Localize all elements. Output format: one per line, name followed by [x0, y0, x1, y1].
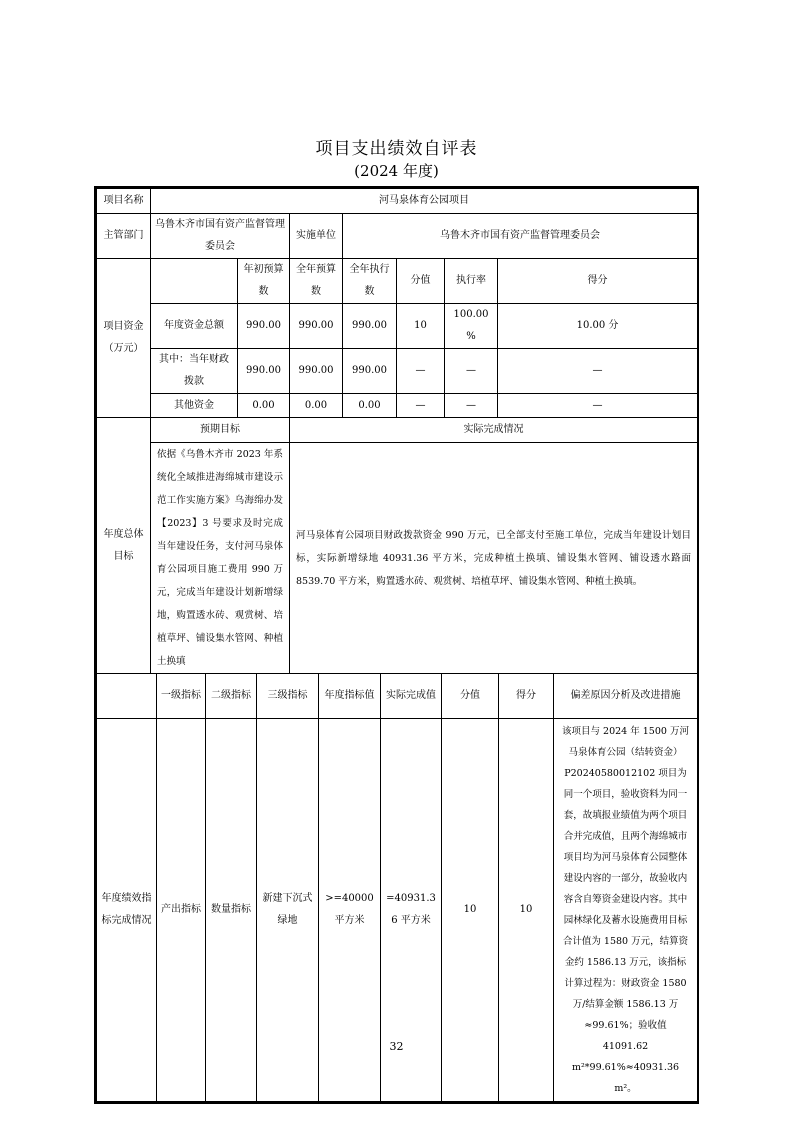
indicators-row-label: 年度绩效指标完成情况 [97, 719, 157, 1102]
funds-total-rate: 100.00% [445, 304, 498, 349]
funds-fiscal-executed: 990.00 [343, 349, 397, 394]
funds-row-total [97, 304, 698, 349]
funds-fiscal-rate: — [445, 349, 498, 394]
indicator-header-deviation: 偏差原因分析及改进措施 [554, 674, 698, 719]
funds-row-other [97, 394, 698, 418]
annual-goal-row-label: 年度总体目标 [97, 418, 151, 674]
indicator-level3-value: 新建下沉式绿地 [257, 719, 319, 1102]
supervisor-dept-label: 主管部门 [97, 214, 151, 259]
indicator-level1-value: 产出指标 [157, 719, 206, 1102]
expected-goal-text: 依据《乌鲁木齐市 2023 年系统化全域推进海绵城市建设示范工作实施方案》乌海绵办发【2023】3 号要求及时完成当年建设任务，支付河马泉体育公园项目施工费用 990 万元，完成当年建设计划新增绿地，购置透水砖、观赏树、培植草坪、铺设集水管网、种植土换填 [151, 443, 290, 674]
funds-other-label: 其他资金 [151, 394, 238, 418]
funds-other-initial: 0.00 [238, 394, 290, 418]
funds-header-score: 得分 [498, 259, 698, 304]
implementing-unit-value: 乌鲁木齐市国有资产监督管理委员会 [343, 214, 698, 259]
project-name-value: 河马泉体育公园项目 [151, 189, 698, 214]
funds-header-annual-budget: 全年预算数 [290, 259, 343, 304]
funds-other-score: — [498, 394, 698, 418]
expected-goal-header: 预期目标 [151, 418, 290, 443]
document-title: 项目支出绩效自评表 [315, 139, 478, 159]
indicator-header-actual-value: 实际完成值 [381, 674, 442, 719]
funds-other-executed: 0.00 [343, 394, 397, 418]
indicator-level2-value: 数量指标 [206, 719, 257, 1102]
funds-fiscal-label: 其中：当年财政拨款 [151, 349, 238, 394]
funds-total-initial: 990.00 [238, 304, 290, 349]
funds-row-fiscal [97, 349, 698, 394]
indicator-score: 10 [499, 719, 554, 1102]
funds-total-executed: 990.00 [343, 304, 397, 349]
funds-header-score-value: 分值 [397, 259, 445, 304]
funds-total-score: 10.00 分 [498, 304, 698, 349]
funds-other-score-value: — [397, 394, 445, 418]
funds-fiscal-score-value: — [397, 349, 445, 394]
funds-header-annual-executed: 全年执行数 [343, 259, 397, 304]
indicator-header-annual-target: 年度指标值 [319, 674, 381, 719]
funds-fiscal-initial: 990.00 [238, 349, 290, 394]
funds-total-label: 年度资金总额 [151, 304, 238, 349]
funds-header-initial-budget: 年初预算数 [238, 259, 290, 304]
indicator-header-score: 得分 [499, 674, 554, 719]
supervisor-dept-value: 乌鲁木齐市国有资产监督管理委员会 [151, 214, 290, 259]
indicator-annual-target-value: >=40000 平方米 [319, 719, 381, 1102]
funds-total-score-value: 10 [397, 304, 445, 349]
indicator-header-level2: 二级指标 [206, 674, 257, 719]
document-subtitle: (2024 年度) [354, 162, 439, 180]
page-number: 32 [389, 1040, 404, 1053]
section-funds [96, 258, 698, 418]
funds-other-rate: — [445, 394, 498, 418]
funds-total-annual: 990.00 [290, 304, 343, 349]
self-evaluation-table [94, 186, 699, 1104]
indicator-score-value: 10 [442, 719, 499, 1102]
section-basic-info [96, 188, 698, 259]
indicator-actual-value: =40931.36 平方米 [381, 719, 442, 1102]
funds-header-execution-rate: 执行率 [445, 259, 498, 304]
actual-completion-text: 河马泉体育公园项目财政拨款资金 990 万元，已全部支付至施工单位，完成当年建设计划目标，实际新增绿地 40931.36 平方米，完成种植土换填、铺设集水管网、铺设透水路面 8539.70 平方米，购置透水砖、观赏树、培植草坪、铺设集水管网、种植土换填。 [290, 443, 698, 674]
indicator-header-level3: 三级指标 [257, 674, 319, 719]
indicator-header-level1: 一级指标 [157, 674, 206, 719]
funds-blank-cell [151, 259, 238, 304]
funds-other-annual: 0.00 [290, 394, 343, 418]
section-annual-goal [96, 417, 698, 674]
actual-completion-header: 实际完成情况 [290, 418, 698, 443]
implementing-unit-label: 实施单位 [290, 214, 343, 259]
funds-row-label: 项目资金（万元） [97, 259, 151, 418]
indicators-blank-cell [97, 674, 157, 719]
section-indicators [96, 673, 698, 1102]
indicator-deviation-text: 该项目与 2024 年 1500 万河马泉体育公园（结转资金）P20240580012102 项目为同一个项目，验收资料为同一套，故填报业绩值为两个项目合并完成值，且两个海绵城市项目均为河马泉体育公园整体建设内容的一部分，故验收内容含自筹资金建设内容。其中园林绿化及蓄水设施费用目标合计值为 1580 万元，结算资金约 1586.13 万元，该指标计算过程为：财政资金 1580 万/结算金额 1586.13 万≈99.61%；验收值 41091.62 m²*99.61%≈40931.36 m²。 [554, 719, 698, 1102]
funds-fiscal-annual: 990.00 [290, 349, 343, 394]
project-name-label: 项目名称 [97, 189, 151, 214]
indicator-header-score-value: 分值 [442, 674, 499, 719]
funds-fiscal-score: — [498, 349, 698, 394]
